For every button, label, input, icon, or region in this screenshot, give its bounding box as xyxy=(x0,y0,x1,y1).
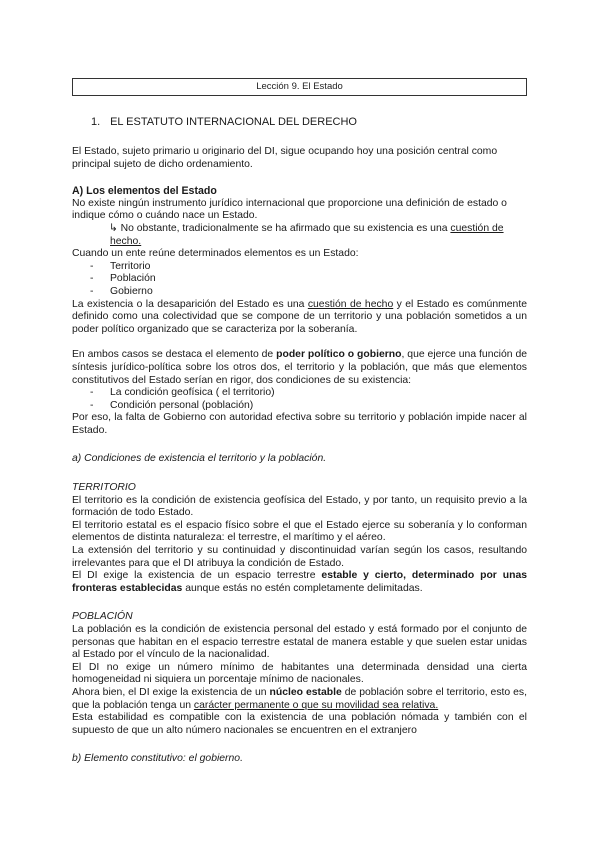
territorio-heading: TERRITORIO xyxy=(72,482,136,494)
list-item: - Gobierno xyxy=(72,286,527,299)
conditions-list xyxy=(72,387,527,412)
poblacion-paragraph-1: La población es la condición de existencia personal del estado y está formado por el conjunto de personas que habitan en el espacio terrestre estatal de manera estable y que suelen estar unidas al Estado por el vínculo de la nacionalidad. xyxy=(72,624,527,661)
part-a-paragraph-1: No existe ningún instrumento jurídico internacional que proporcione una definición de estado o indique cómo o cuándo nace un Estado. xyxy=(72,197,507,222)
poblacion-paragraph-3 xyxy=(72,687,527,712)
note-text: ↳ No obstante, tradicionalmente se ha afirmado que su existencia es una xyxy=(109,222,451,234)
elements-list xyxy=(72,261,527,299)
list-item: - Condición personal (población) xyxy=(72,400,527,413)
list-item: - Población xyxy=(72,273,527,286)
list-item: - La condición geofísica ( el territorio) xyxy=(72,387,527,400)
text: , que ejerce una función de síntesis jurídico-política sobre los otros dos, el territorio y la población, que más que elementos constitutivos del Estado serían en rigor, dos condiciones de su existencia: xyxy=(72,349,528,386)
part-a-heading: A) Los elementos del Estado xyxy=(72,185,217,198)
text: La existencia o la desaparición del Estado es una xyxy=(72,298,308,310)
text: y el Estado es comúnmente definido como una colectividad que se compone de un territorio y una población sometidos a un poder político organizado que se caracteriza por la soberanía. xyxy=(72,298,527,335)
part-a-paragraph-4 xyxy=(72,349,527,387)
sub-b-heading: b) Elemento constitutivo: el gobierno. xyxy=(72,753,243,765)
territorio-paragraph-2: El territorio estatal es el espacio físico sobre el que el Estado ejerce su soberanía y lo conforman elementos de distinta naturaleza: el terrestre, el marítimo y el aéreo. xyxy=(72,519,527,544)
text: Ahora bien, el DI exige la existencia de un xyxy=(72,686,270,698)
poblacion-heading: POBLACIÓN xyxy=(72,611,133,623)
text: El DI exige la existencia de un espacio terrestre xyxy=(72,570,322,582)
text: En ambos casos se destaca el elemento de xyxy=(72,349,277,361)
section-heading xyxy=(72,116,527,128)
poblacion-paragraph-2: El DI no exige un número mínimo de habitantes una determinada densidad una cierta homogeneidad ni siquiera un porcentaje mínimo de nacionales. xyxy=(72,661,527,686)
note-underlined: cuestión de hecho. xyxy=(110,222,504,247)
bold-text: poder político o gobierno xyxy=(276,349,402,361)
section-title: EL ESTATUTO INTERNACIONAL DEL DERECHO xyxy=(110,116,357,128)
territorio-paragraph-3: La extensión del territorio y su continuidad y discontinuidad varían según los casos, resultando irrelevantes para que el DI atribuya la condición de Estado. xyxy=(72,545,527,569)
part-a-note xyxy=(72,223,527,248)
underlined-text: carácter permanente o que su movilidad sea relativa. xyxy=(193,699,439,711)
territorio-paragraph-4 xyxy=(72,570,527,595)
poblacion-paragraph-4: Esta estabilidad es compatible con la existencia de una población nómada y también con el supuesto de que un alto número nacionales se encuentren en el extranjero xyxy=(72,712,527,736)
intro-paragraph: El Estado, sujeto primario u originario del DI, sigue ocupando hoy una posición central como principal sujeto de dicho ordenamiento. xyxy=(72,146,498,170)
sub-a-heading: a) Condiciones de existencia el territorio y la población. xyxy=(72,453,327,465)
underlined-text: cuestión de hecho xyxy=(307,298,394,310)
bold-text: estable y cierto, determinado por unas fronteras establecidas xyxy=(72,570,527,594)
section-number: 1. xyxy=(91,116,101,128)
text: aunque estás no estén completamente delimitadas. xyxy=(182,582,423,594)
part-a-paragraph-3 xyxy=(72,299,527,337)
territorio-paragraph-1: El territorio es la condición de existencia geofísica del Estado, y por tanto, un requisito previo a la formación de todo Estado. xyxy=(72,494,527,519)
document-page xyxy=(72,78,527,766)
lesson-title: Lección 9. El Estado xyxy=(72,78,527,96)
part-a-paragraph-5: Por eso, la falta de Gobierno con autoridad efectiva sobre su territorio y población impide nacer al Estado. xyxy=(72,412,527,436)
list-item: - Territorio xyxy=(72,261,527,274)
text: de población sobre el territorio, esto es, que la población tenga un xyxy=(72,686,528,711)
part-a-paragraph-2: Cuando un ente reúne determinados elementos es un Estado: xyxy=(72,248,359,260)
bold-text: núcleo estable xyxy=(269,686,342,698)
